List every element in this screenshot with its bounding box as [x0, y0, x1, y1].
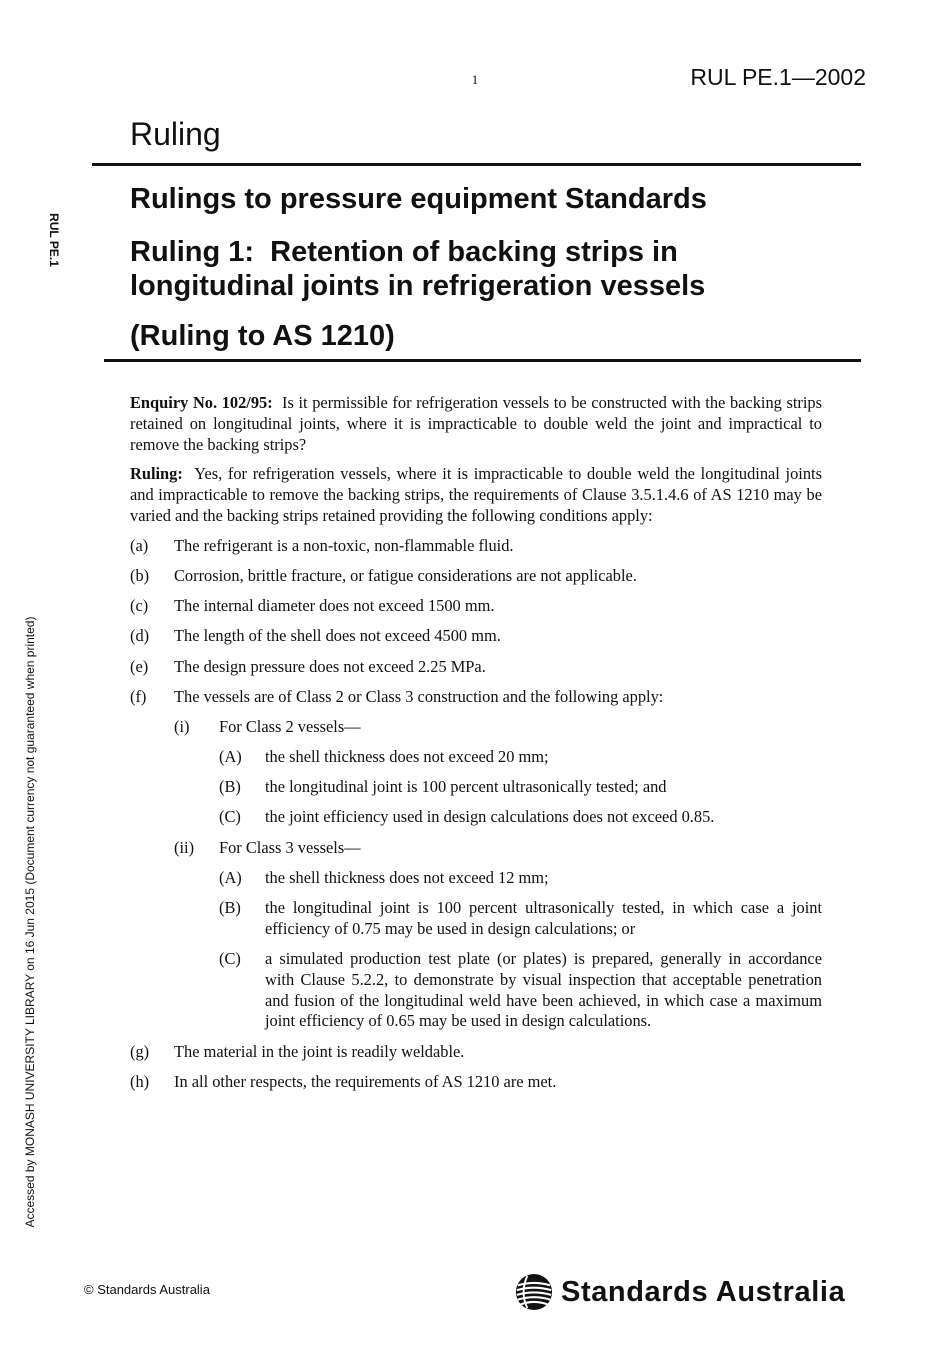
requirement-text: the shell thickness does not exceed 12 mm; [265, 867, 549, 887]
condition-text: The design pressure does not exceed 2.25 MPa. [174, 656, 486, 676]
ruling-label: Ruling: [130, 464, 183, 484]
condition-text: The internal diameter does not exceed 1500 mm. [174, 596, 495, 616]
condition-text: Corrosion, brittle fracture, or fatigue considerations are not applicable. [174, 565, 637, 585]
ruling-subtitle: (Ruling to AS 1210) [130, 320, 395, 352]
access-watermark: Accessed by MONASH UNIVERSITY LIBRARY on 16 Jun 2015 (Document currency not guaranteed when printed) [23, 616, 37, 1228]
requirement-label: (A) [219, 867, 242, 887]
enquiry-label: Enquiry No. 102/95: [130, 393, 273, 412]
document-code: RUL PE.1—2002 [690, 64, 866, 90]
brand-name: Standards Australia [561, 1275, 846, 1308]
enquiry-text: Is it permissible for refrigeration vessels to be constructed with the backing strips retained on longitudinal joints, where it is impracticable to double weld the joint and impractical to remove the backing strips? [130, 393, 822, 454]
condition-text: The length of the shell does not exceed 4500 mm. [174, 626, 501, 646]
series-title: Rulings to pressure equipment Standards [130, 183, 707, 215]
requirement-label: (B) [219, 898, 241, 918]
requirement-label: (B) [219, 777, 241, 797]
condition-label: (g) [130, 1041, 150, 1061]
document-type-heading: Ruling [130, 116, 221, 152]
side-document-code: RUL PE.1 [47, 213, 61, 267]
condition-item [130, 1072, 822, 1093]
globe-mark-icon [515, 1273, 553, 1311]
condition-label: (e) [130, 656, 149, 676]
top-divider [92, 163, 861, 166]
condition-label: (c) [130, 596, 149, 616]
condition-item [130, 566, 822, 587]
condition-item [130, 536, 822, 557]
condition-label: (h) [130, 1071, 150, 1091]
condition-label: (b) [130, 565, 150, 585]
requirement-item [219, 747, 822, 768]
ruling-title-line-2: longitudinal joints in refrigeration vessels [130, 270, 706, 302]
title-divider [104, 359, 861, 362]
condition-label: (f) [130, 686, 147, 706]
requirement-text: a simulated production test plate (or plates) is prepared, generally in accordance with Clause 5.2.2, to demonstrate by visual inspection that acceptable penetration and fusion of the longitudinal weld have been achieved, in which case a maximum joint efficiency of 0.65 may be used in design calculations. [265, 949, 822, 1031]
requirement-text: the longitudinal joint is 100 percent ultrasonically tested; and [265, 777, 667, 797]
subcondition-label: (i) [174, 716, 190, 736]
ruling-title-line-1: Ruling 1: Retention of backing strips in [130, 236, 678, 268]
copyright-notice: © Standards Australia [84, 1282, 210, 1297]
ruling-title [130, 235, 850, 303]
standards-australia-logo [515, 1273, 845, 1311]
requirement-label: (C) [219, 807, 241, 827]
condition-item [130, 657, 822, 678]
requirement-item [219, 949, 822, 1032]
condition-text: In all other respects, the requirements of AS 1210 are met. [174, 1071, 557, 1091]
subcondition-item [174, 838, 822, 859]
condition-item [130, 687, 822, 708]
subcondition-text: For Class 2 vessels— [219, 716, 361, 736]
enquiry-paragraph [130, 393, 822, 455]
condition-label: (d) [130, 626, 150, 646]
requirement-text: the joint efficiency used in design calculations does not exceed 0.85. [265, 807, 715, 827]
condition-item [130, 596, 822, 617]
ruling-body [130, 393, 822, 1102]
requirement-label: (A) [219, 747, 242, 767]
requirement-item [219, 807, 822, 828]
requirement-item [219, 868, 822, 889]
condition-text: The refrigerant is a non-toxic, non-flammable fluid. [174, 535, 514, 555]
condition-item [130, 626, 822, 647]
subcondition-label: (ii) [174, 837, 195, 857]
requirement-label: (C) [219, 949, 241, 969]
requirement-text: the longitudinal joint is 100 percent ultrasonically tested, in which case a joint efficiency of 0.75 may be used in design calculations; or [265, 898, 822, 938]
subcondition-item [174, 717, 822, 738]
page-number: 1 [471, 72, 479, 87]
requirement-item [219, 898, 822, 940]
condition-text: The vessels are of Class 2 or Class 3 construction and the following apply: [174, 686, 664, 706]
requirement-text: the shell thickness does not exceed 20 mm; [265, 747, 549, 767]
subcondition-text: For Class 3 vessels— [219, 837, 361, 857]
condition-text: The material in the joint is readily weldable. [174, 1041, 465, 1061]
condition-label: (a) [130, 535, 149, 555]
ruling-paragraph [130, 464, 822, 526]
condition-item [130, 1042, 822, 1063]
requirement-item [219, 777, 822, 798]
ruling-text: Yes, for refrigeration vessels, where it is impracticable to double weld the longitudinal joints and impracticable to remove the backing strips, the requirements of Clause 3.5.1.4.6 of AS 1210 may be varied and the backing strips retained providing the following conditions apply: [130, 464, 822, 525]
